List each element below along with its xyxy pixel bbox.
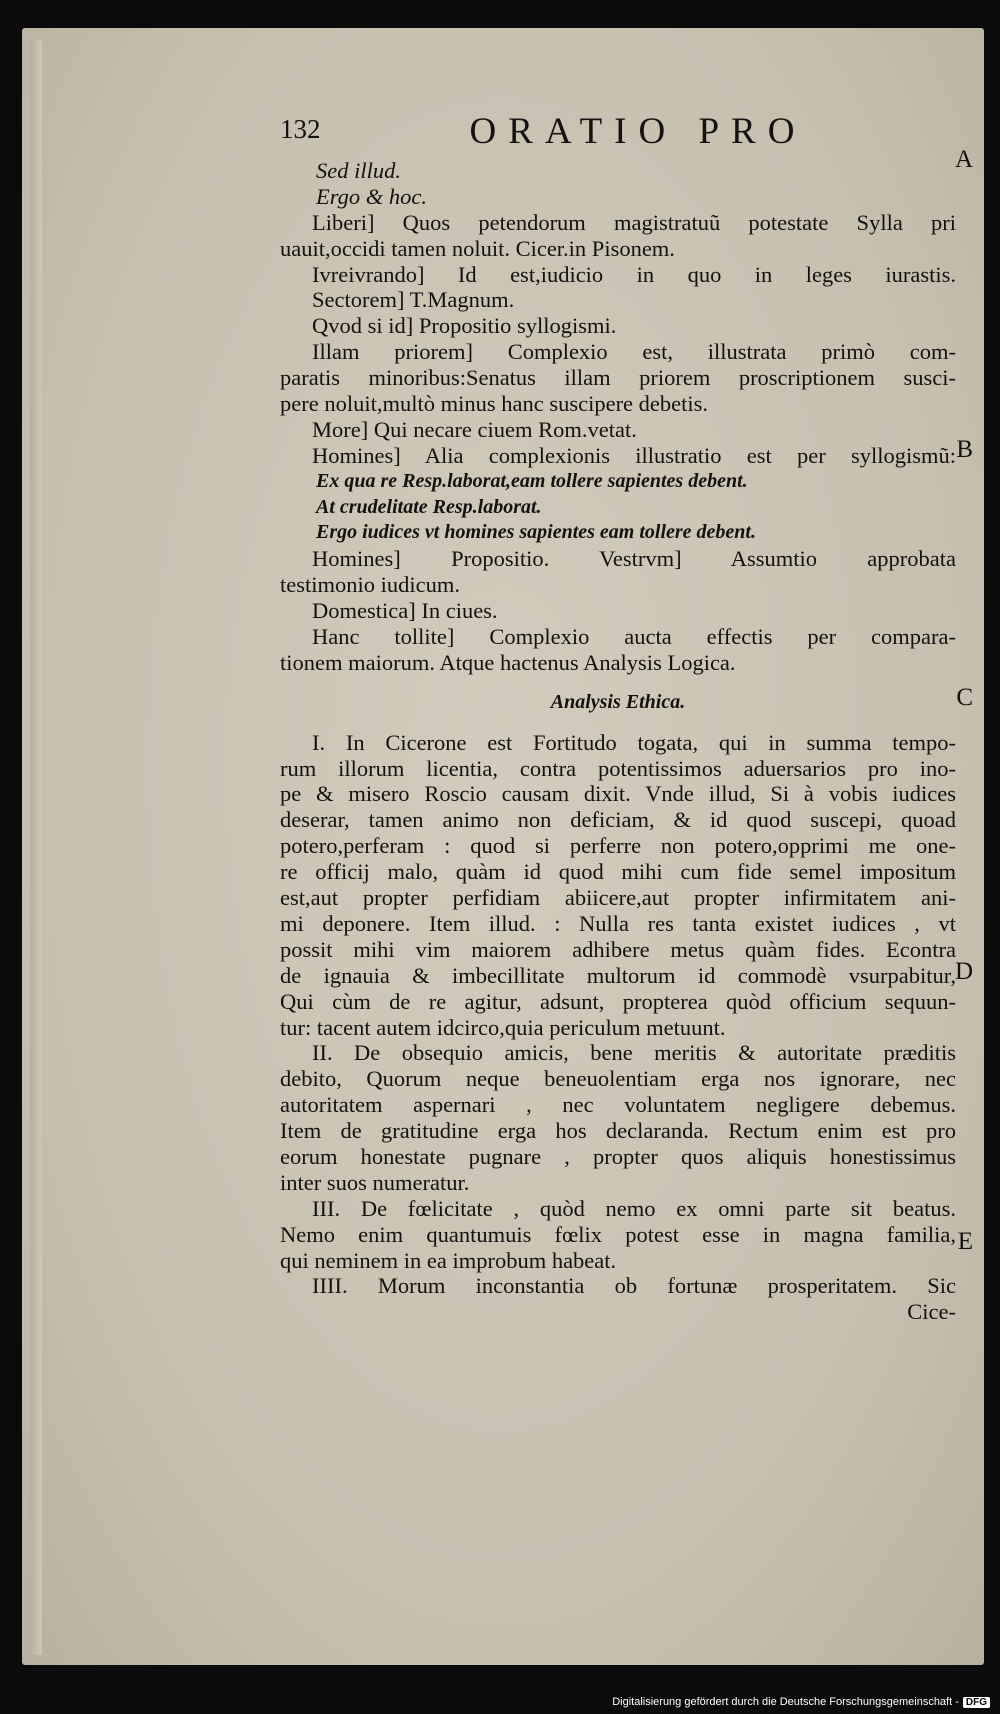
text-line: Qvod si id] Propositio syllogismi.	[312, 313, 617, 339]
running-title: ORATIO PRO	[469, 111, 807, 152]
margin-letter-d: D	[954, 958, 973, 985]
text-line: eorum honestate pugnare , propter quos aliquis honestissimus	[280, 1143, 956, 1169]
text-line: II. De obsequio amicis, bene meritis & autoritate præditis	[312, 1040, 956, 1066]
page-edge	[30, 40, 42, 1655]
text-line: Sed illud.	[316, 158, 401, 183]
text-line: I. In Cicerone est Fortitudo togata, qui in summa tempo-	[312, 729, 956, 755]
text-line: testimonio iudicum.	[280, 572, 460, 598]
text-line: Illam priorem] Complexio est, illustrata primò com-	[312, 339, 956, 365]
dfg-logo: DFG	[963, 1697, 990, 1708]
text-line: tur: tacent autem idcirco,quia periculum metuunt.	[280, 1014, 726, 1040]
text-line: Hanc tollite] Complexio aucta effectis per compara-	[312, 624, 956, 650]
catchword: Cice-	[907, 1299, 956, 1325]
text-line: re officij malo, quàm id quod mihi cum fide semel impositum	[280, 859, 956, 885]
text-line: autoritatem aspernari , nec voluntatem negligere debemus.	[280, 1092, 956, 1118]
text-line: mi deponere. Item illud. : Nulla res tanta existet iudices , vt	[280, 910, 956, 936]
text-line: potero,perferam : quod si perferre non potero,opprimi me one-	[280, 833, 956, 859]
text-line: inter suos numeratur.	[280, 1169, 470, 1195]
text-line: Nemo enim quantumuis fœlix potest esse in magna familia,	[280, 1221, 956, 1247]
text-line: debito, Quorum neque beneuolentiam erga nos ignorare, nec	[280, 1066, 956, 1092]
section-heading: Analysis Ethica.	[550, 690, 686, 713]
text-line: At crudelitate Resp.laborat.	[316, 495, 542, 518]
text-line: paratis minoribus:Senatus illam priorem proscriptionem susci-	[280, 365, 956, 391]
text-line: pe & misero Roscio causam dixit. Vnde illud, Si à vobis iudices	[280, 781, 956, 807]
margin-letter-e: E	[957, 1228, 973, 1255]
text-line: IIII. Morum inconstantia ob fortunæ prosperitatem. Sic	[312, 1273, 956, 1299]
text-line: Qui cùm de re agitur, adsunt, propterea quòd officium sequun-	[280, 988, 956, 1014]
text-line: deserar, tamen animo non deficiam, & id quod suscepi, quoad	[280, 807, 956, 833]
page-number: 132	[280, 114, 321, 144]
footer-text: Digitalisierung gefördert durch die Deutsche Forschungsgemeinschaft -	[612, 1696, 959, 1708]
text-line: III. De fœlicitate , quòd nemo ex omni parte sit beatus.	[312, 1195, 956, 1221]
text-line: rum illorum licentia, contra potentissimos aduersarios pro ino-	[280, 755, 956, 781]
text-line: tionem maiorum. Atque hactenus Analysis Logica.	[280, 649, 736, 675]
text-line: Item de gratitudine erga hos declaranda. Rectum enim est pro	[280, 1118, 956, 1144]
text-line: possit mihi vim maiorem adhibere metus quàm fides. Econtra	[280, 936, 956, 962]
text-line: More] Qui necare ciuem Rom.vetat.	[312, 416, 637, 442]
text-line: pere noluit,multò minus hanc suscipere debetis.	[280, 391, 709, 417]
text-line: Ivreivrando] Id est,iudicio in quo in leges iurastis.	[312, 261, 956, 287]
margin-letter-c: C	[956, 684, 973, 711]
page-header	[280, 110, 956, 150]
text-line: Domestica] In ciues.	[312, 598, 498, 624]
text-line: Liberi] Quos petendorum magistratuũ potestate Sylla pri	[312, 209, 956, 235]
text-line: uauit,occidi tamen noluit. Cicer.in Pisonem.	[280, 235, 675, 261]
text-line: de ignauia & imbecillitate multorum id commodè vsurpabitur,	[280, 962, 956, 988]
text-line: Ex qua re Resp.laborat,eam tollere sapientes debent.	[316, 469, 748, 492]
margin-letter-b: B	[956, 436, 973, 463]
margin-letter-a: A	[954, 146, 973, 173]
page-text	[280, 110, 956, 1325]
text-line: Ergo iudices vt homines sapientes eam tollere debent.	[316, 521, 756, 544]
text-line: est,aut propter perfidiam abiicere,aut propter infirmitatem ani-	[280, 885, 956, 911]
footer-credit	[612, 1696, 990, 1708]
text-line: qui neminem in ea improbum habeat.	[280, 1247, 617, 1273]
text-line: Ergo & hoc.	[316, 183, 428, 209]
text-line: Homines] Alia complexionis illustratio est per syllogismũ:	[312, 442, 956, 468]
text-line: Homines] Propositio. Vestrvm] Assumtio approbata	[312, 546, 956, 572]
text-line: Sectorem] T.Magnum.	[312, 287, 515, 313]
